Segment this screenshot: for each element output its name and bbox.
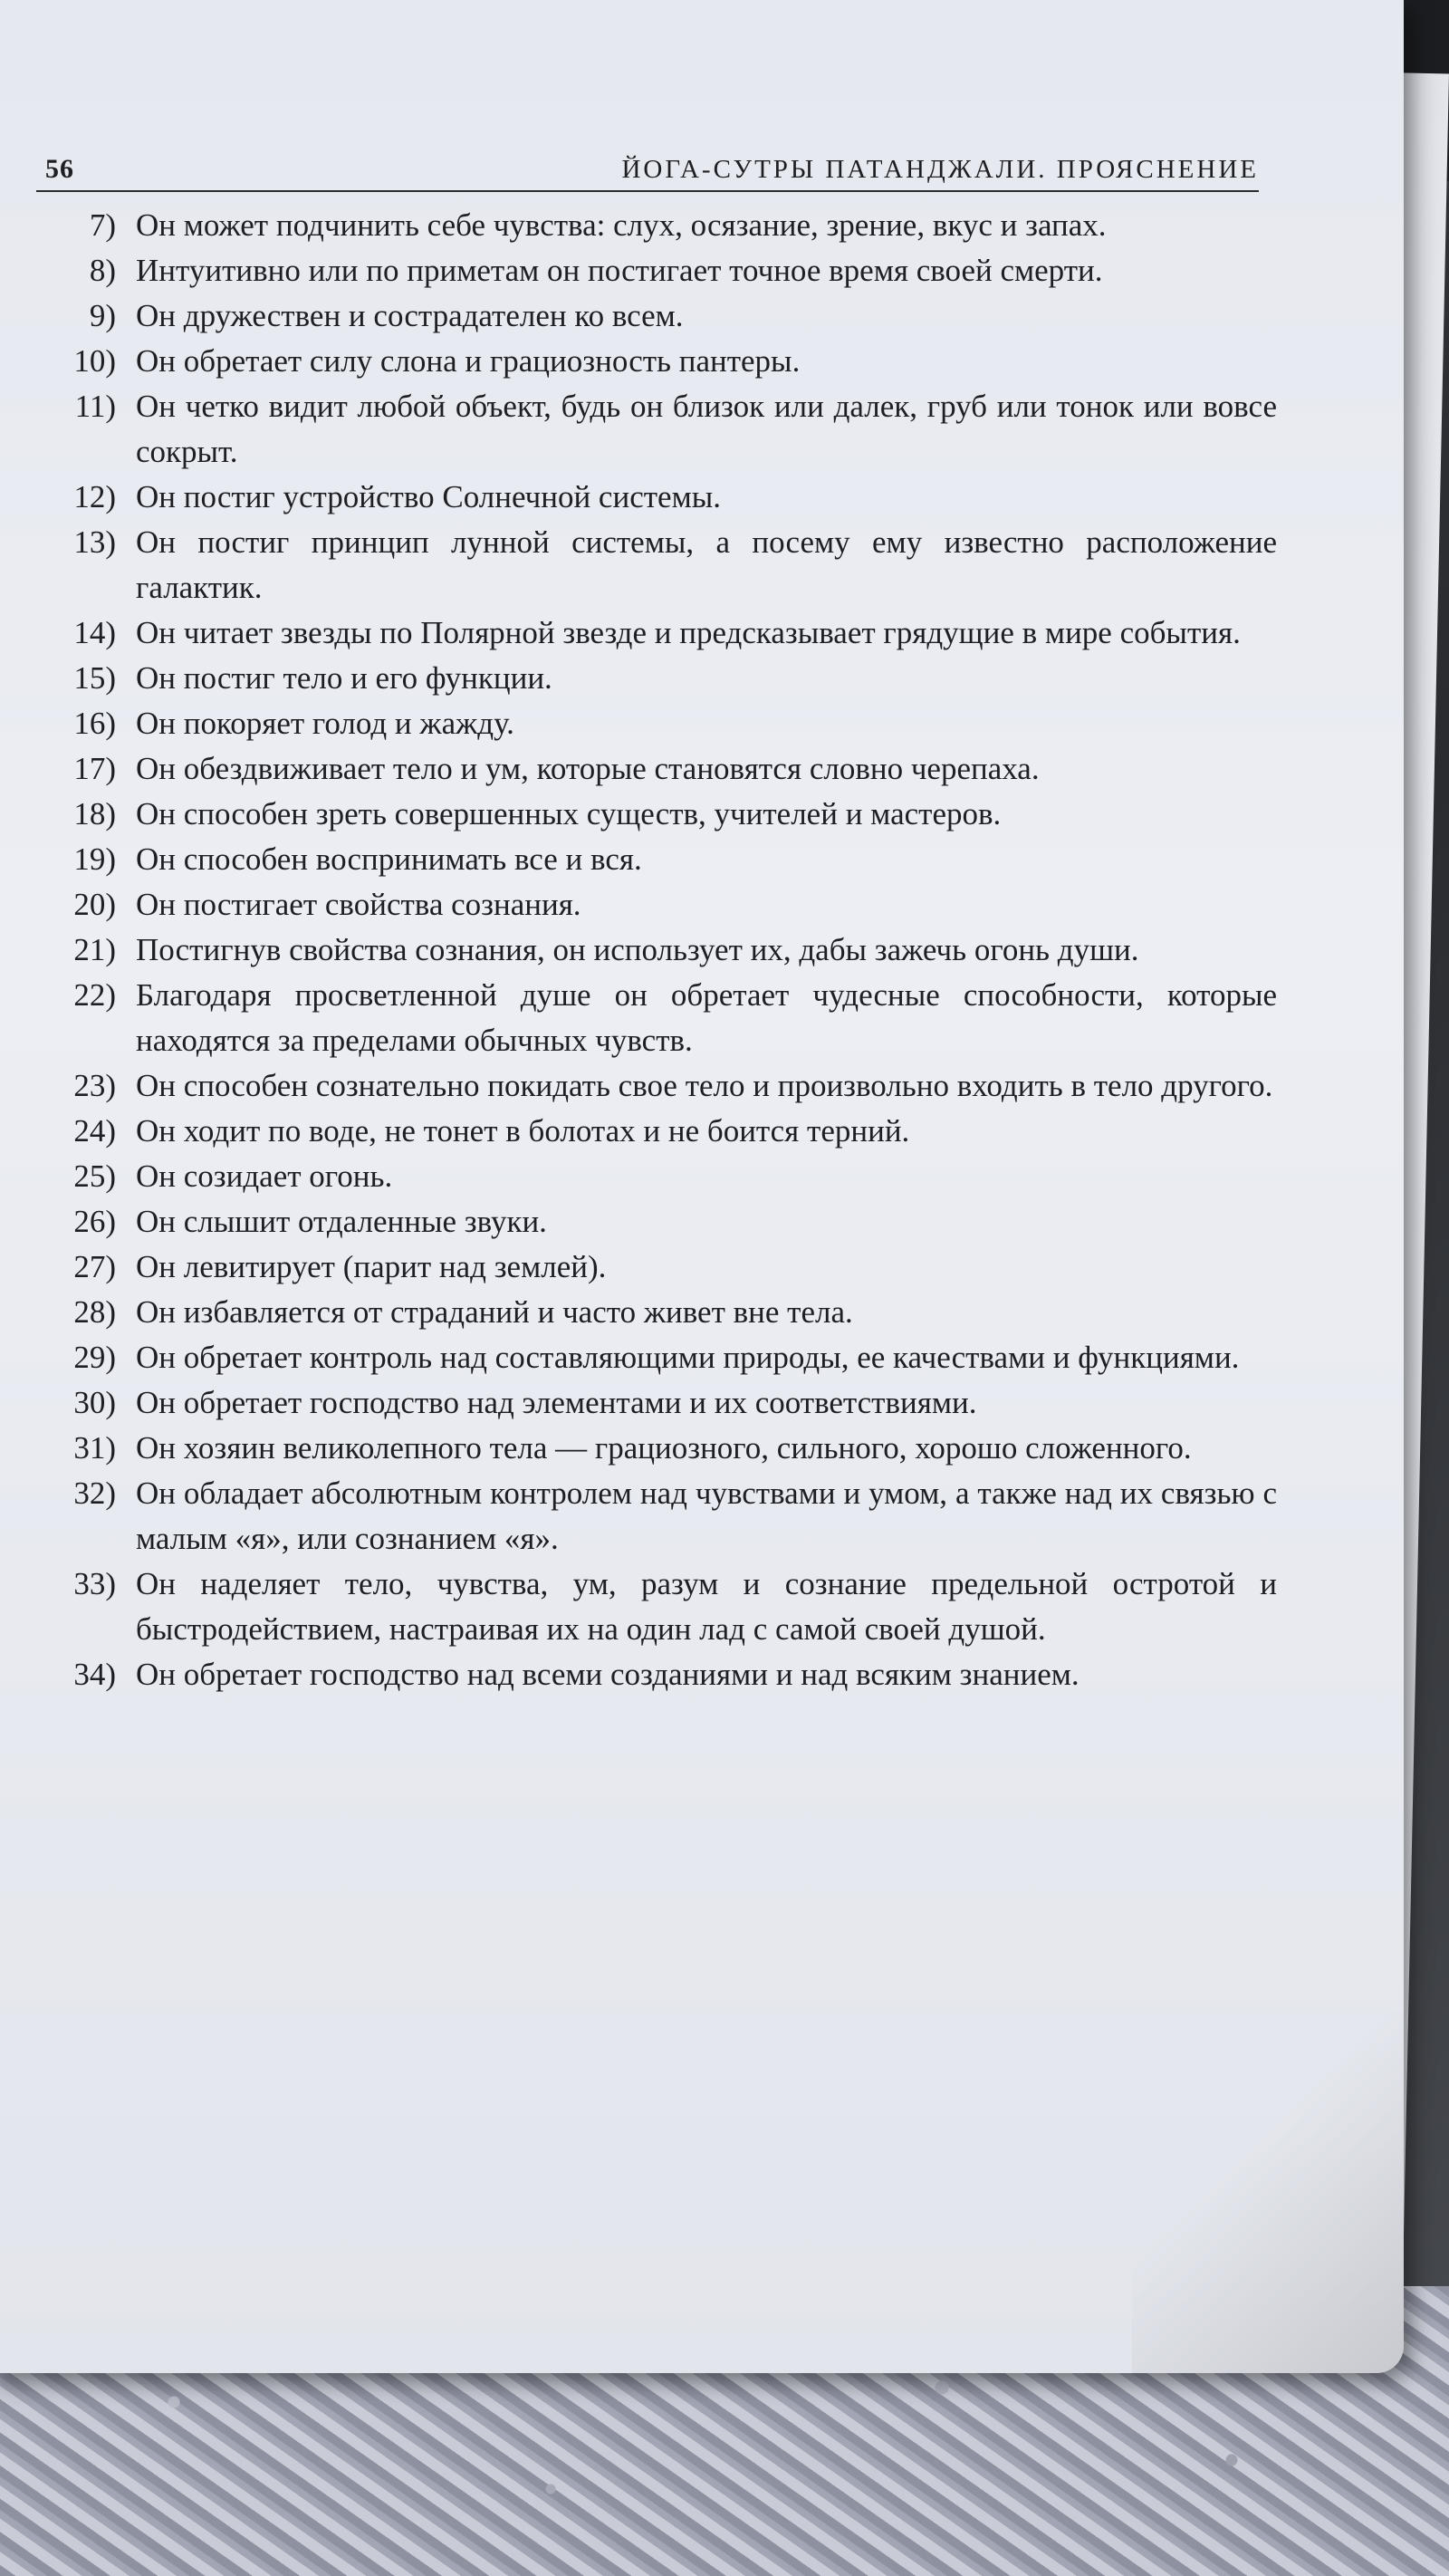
list-item-text: Он слышит отдаленные звуки. xyxy=(136,1204,547,1239)
list-item-number: 29) xyxy=(73,1340,116,1375)
page-number: 56 xyxy=(45,154,74,184)
list-item-text: Он может подчинить себе чувства: слух, осязание, зрение, вкус и запах. xyxy=(136,207,1107,243)
numbered-list xyxy=(36,203,1277,1697)
list-item-number: 22) xyxy=(73,977,116,1013)
running-title: ЙОГА-СУТРЫ ПАТАНДЖАЛИ. ПРОЯСНЕНИЕ xyxy=(621,155,1259,184)
list-item xyxy=(36,1562,1277,1652)
list-item-number: 31) xyxy=(73,1430,116,1466)
list-item xyxy=(36,1652,1277,1697)
list-item-text: Он обездвиживает тело и ум, которые становятся словно черепаха. xyxy=(136,751,1040,786)
list-item-text: Он обретает господство над всеми созданиями и над всяким знанием. xyxy=(136,1657,1080,1692)
list-item-number: 21) xyxy=(73,932,116,967)
list-item xyxy=(36,701,1277,746)
list-item-number: 14) xyxy=(73,615,116,650)
list-item xyxy=(36,1063,1277,1109)
list-item-number: 32) xyxy=(73,1475,116,1511)
list-item-number: 23) xyxy=(73,1068,116,1103)
list-item-text: Он четко видит любой объект, будь он близок или далек, груб или тонок или вовсе сокрыт. xyxy=(136,389,1277,469)
list-item xyxy=(36,928,1277,973)
list-item-number: 17) xyxy=(73,751,116,786)
list-item-number: 26) xyxy=(73,1204,116,1239)
list-item-number: 12) xyxy=(73,479,116,514)
list-item xyxy=(36,1290,1277,1335)
list-item-number: 16) xyxy=(73,706,116,741)
running-header xyxy=(36,136,1259,192)
list-item-text: Он дружествен и сострадателен ко всем. xyxy=(136,298,684,333)
list-item xyxy=(36,837,1277,882)
list-item-text: Он читает звезды по Полярной звезде и предсказывает грядущие в мире события. xyxy=(136,615,1241,650)
list-item xyxy=(36,520,1277,610)
list-item-text: Он обретает силу слона и грациозность пантеры. xyxy=(136,343,801,379)
list-item-text: Благодаря просветленной душе он обретает чудесные способности, которые находятся за пределами обычных чувств. xyxy=(136,977,1277,1058)
list-item-number: 20) xyxy=(73,887,116,922)
list-item-number: 9) xyxy=(89,298,116,333)
list-item-text: Он постиг тело и его функции. xyxy=(136,660,552,696)
list-item-text: Он обладает абсолютным контролем над чувствами и умом, а также над их связью с малым «я», или сознанием «я». xyxy=(136,1475,1277,1556)
list-item xyxy=(36,656,1277,701)
list-item xyxy=(36,203,1277,248)
list-item xyxy=(36,1199,1277,1245)
list-item-number: 10) xyxy=(73,343,116,379)
list-item xyxy=(36,746,1277,792)
list-item-text: Он наделяет тело, чувства, ум, разум и сознание предельной остротой и быстродействием, настраивая их на один лад с самой своей душой. xyxy=(136,1566,1277,1647)
list-item-text: Он постиг принцип лунной системы, а посему ему известно расположение галактик. xyxy=(136,524,1277,605)
list-item-number: 24) xyxy=(73,1113,116,1149)
list-item-text: Он постиг устройство Солнечной системы. xyxy=(136,479,721,514)
page-content xyxy=(36,136,1277,1697)
list-item xyxy=(36,1109,1277,1154)
list-item xyxy=(36,1154,1277,1199)
list-item-text: Он левитирует (парит над землей). xyxy=(136,1249,607,1284)
list-item-text: Интуитивно или по приметам он постигает точное время своей смерти. xyxy=(136,253,1103,288)
list-item xyxy=(36,1380,1277,1426)
list-item xyxy=(36,248,1277,293)
list-item-number: 19) xyxy=(73,841,116,877)
list-item-number: 33) xyxy=(73,1566,116,1601)
list-item xyxy=(36,1426,1277,1471)
list-item-text: Он покоряет голод и жажду. xyxy=(136,706,514,741)
list-item-number: 11) xyxy=(74,389,116,424)
list-item-text: Он постигает свойства сознания. xyxy=(136,887,581,922)
list-item-number: 27) xyxy=(73,1249,116,1284)
list-item xyxy=(36,1245,1277,1290)
list-item-text: Постигнув свойства сознания, он использует их, дабы зажечь огонь души. xyxy=(136,932,1139,967)
list-item-text: Он способен воспринимать все и вся. xyxy=(136,841,642,877)
list-item xyxy=(36,339,1277,384)
list-item-number: 25) xyxy=(73,1158,116,1194)
list-item xyxy=(36,293,1277,339)
list-item xyxy=(36,882,1277,928)
list-item-number: 8) xyxy=(89,253,116,288)
list-item xyxy=(36,610,1277,656)
list-item-number: 30) xyxy=(73,1385,116,1420)
list-item-text: Он хозяин великолепного тела — грациозного, сильного, хорошо сложенного. xyxy=(136,1430,1192,1466)
list-item-number: 7) xyxy=(89,207,116,243)
list-item xyxy=(36,1335,1277,1380)
list-item xyxy=(36,792,1277,837)
list-item-text: Он обретает господство над элементами и их соответствиями. xyxy=(136,1385,977,1420)
list-item-number: 34) xyxy=(73,1657,116,1692)
list-item-text: Он способен зреть совершенных существ, учителей и мастеров. xyxy=(136,796,1002,831)
list-item-text: Он ходит по воде, не тонет в болотах и не боится терний. xyxy=(136,1113,910,1149)
list-item-text: Он избавляется от страданий и часто живет вне тела. xyxy=(136,1294,853,1330)
list-item xyxy=(36,1471,1277,1562)
list-item xyxy=(36,384,1277,475)
list-item xyxy=(36,475,1277,520)
list-item-number: 13) xyxy=(73,524,116,560)
list-item-number: 28) xyxy=(73,1294,116,1330)
page-shadow xyxy=(1132,2011,1404,2373)
list-item-text: Он созидает огонь. xyxy=(136,1158,393,1194)
list-item-text: Он обретает контроль над составляющими природы, ее качествами и функциями. xyxy=(136,1340,1240,1375)
list-item-number: 15) xyxy=(73,660,116,696)
list-item-number: 18) xyxy=(73,796,116,831)
list-item-text: Он способен сознательно покидать свое тело и произвольно входить в тело другого. xyxy=(136,1068,1273,1103)
list-item xyxy=(36,973,1277,1063)
